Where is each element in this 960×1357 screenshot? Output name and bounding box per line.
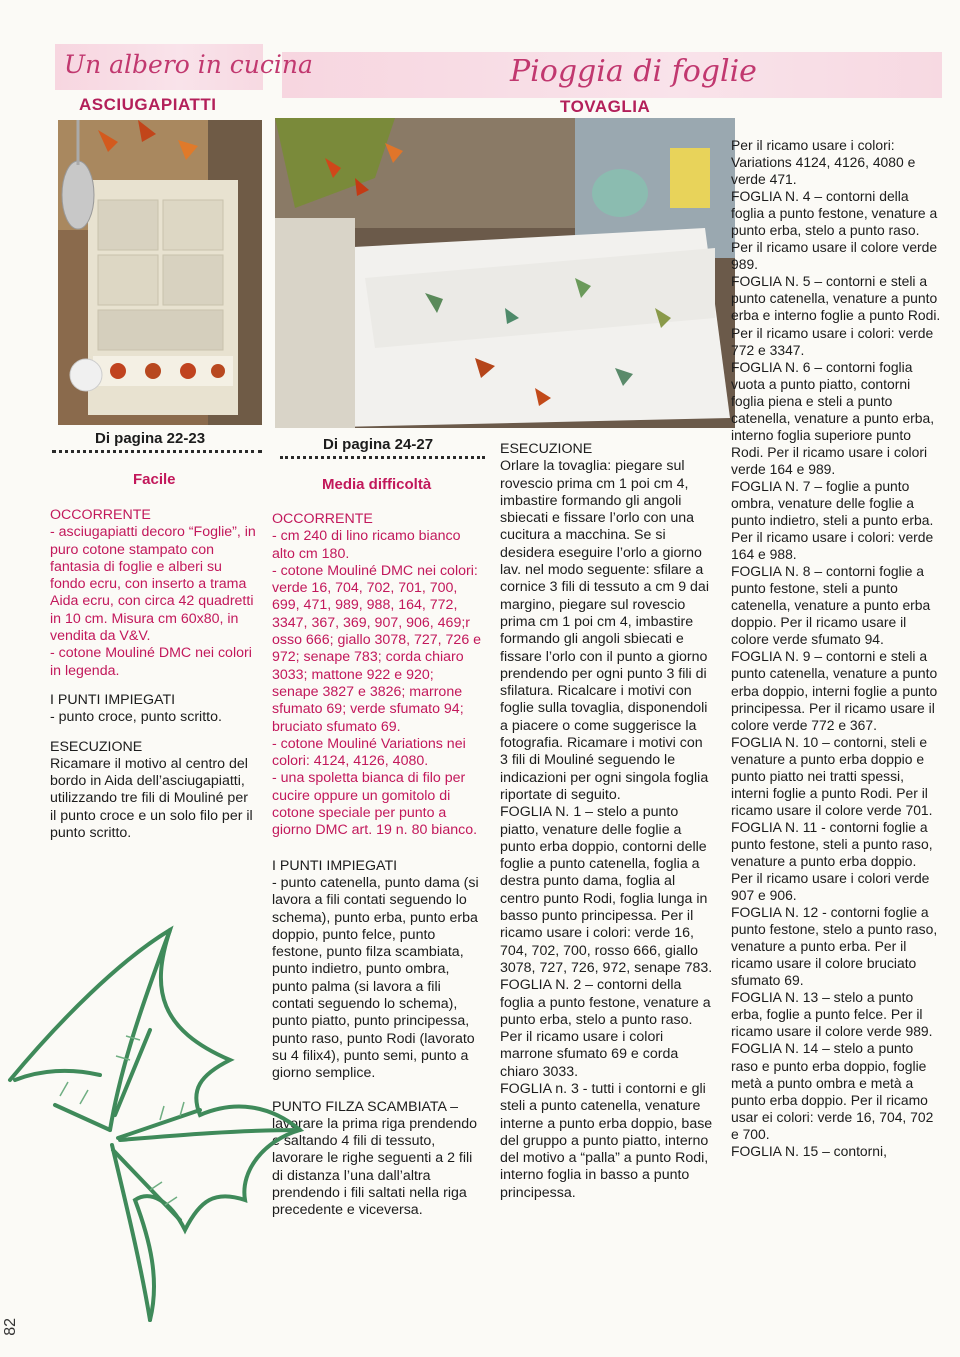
punti-text: - punto croce, punto scritto. bbox=[50, 709, 222, 726]
page-number: 82 bbox=[2, 1318, 19, 1336]
foglia-12: FOGLIA N. 12 - contorni foglie a punto festone, stelo a punto raso, venature a punto erba. Per il ricamo usare il colore bruciato sfumato 69. bbox=[731, 904, 938, 989]
foglia-15: FOGLIA N. 15 – contorni, bbox=[731, 1142, 887, 1159]
occorrente-item: - cotone Mouliné DMC nei colori in legenda. bbox=[50, 645, 252, 679]
left-dotted-rule bbox=[52, 450, 262, 453]
filza-text: lavorare la prima riga prendendo e saltando 4 fili di tessuto, lavorare le righe seguenti a 2 fili di distanza l’una dall’altra prendendo i fili saltati nella riga precedente e viceversa. bbox=[272, 1115, 478, 1219]
column-4 bbox=[731, 137, 941, 1160]
occorrente-item: - cotone Mouliné Variations nei colori: 4124, 4126, 4080. bbox=[272, 735, 466, 770]
foglia-10: FOGLIA N. 10 – contorni, steli e venature a punto erba doppio e punto piatto nei tratti spessi, interni foglie a punto Rodi. Per il ricamo usare il colore verde 701. bbox=[731, 733, 933, 818]
foglia-6: FOGLIA N. 6 – contorni foglia vuota a punto piatto, contorni foglia piena e steli a punto catenella, venature a punto erba, interno foglia superiore punto Rodi. Per il ricamo usare i colori verde 164 e 989. bbox=[731, 358, 935, 477]
foglia-2: FOGLIA N. 2 – contorni della foglia a punto festone, venature a punto erba, stelo a punto raso. Per il ricamo usare i colori marrone sfumato 69 e corda chiaro 3033. bbox=[500, 977, 711, 1080]
foglia-14: FOGLIA N. 14 – stelo a punto raso e punto erba doppio, foglie metà a punto ombra e metà a punto erba doppio. Per il ricamo usar ei colori: verde 16, 704, 702 e 700. bbox=[731, 1040, 934, 1142]
right-page-ref: Di pagina 24-27 bbox=[323, 436, 434, 453]
foglia-7: FOGLIA N. 7 – foglie a punto ombra, venature delle foglie a punto indietro, steli a punto erba. Per il ricamo usare i colori: verde 164 e 988. bbox=[731, 477, 934, 563]
filza-heading: PUNTO FILZA SCAMBIATA – bbox=[272, 1098, 459, 1115]
photo-tablecloth bbox=[275, 118, 735, 428]
embroidered-leaf-illustration bbox=[0, 900, 310, 1340]
esecuzione-heading: ESECUZIONE bbox=[50, 738, 143, 755]
column-3 bbox=[500, 441, 714, 1202]
foglia-9: FOGLIA N. 9 – contorni e steli a punto catenella, venature a punto erba doppio, interni foglie a punto principessa. Per il ricamo usare il colore verde 772 e 367. bbox=[731, 648, 938, 733]
right-title: Pioggia di foglie bbox=[510, 54, 757, 89]
foglia-8: FOGLIA N. 8 – contorni foglie a punto festone, steli a punto catenella, venature a punto erba doppio. Per il ricamo usare il colore verde sfumato 94. bbox=[731, 563, 931, 648]
foglia-5: FOGLIA N. 5 – contorni e steli a punto catenella, venature a punto erba e interno foglie a punto Rodi. Per il ricamo usare i colori: verde 772 e 3347. bbox=[731, 273, 941, 358]
left-title: Un albero in cucina bbox=[64, 50, 313, 79]
column-1 bbox=[50, 507, 256, 842]
occorrente-item: - cm 240 di lino ricamo bianco alto cm 180. bbox=[272, 528, 461, 562]
occorrente-heading: OCCORRENTE bbox=[272, 511, 373, 527]
occorrente-item: - una spoletta bianca di filo per cucire oppure un gomitolo di cotone speciale per punto a giorno DMC art. 19 n. 80 bianco. bbox=[272, 770, 478, 839]
photo-tea-towel bbox=[58, 120, 262, 425]
esecuzione-text: Ricamare il motivo al centro del bordo in Aida dell’asciugapiatti, utilizzando tre fili di Mouliné per il punto croce e un solo filo per il punto scritto. bbox=[50, 755, 253, 842]
left-page-ref: Di pagina 22-23 bbox=[95, 430, 206, 447]
occorrente-item: - asciugapiatti decoro “Foglie”, in puro cotone stampato con fantasia di foglie e alberi su fondo ecru, con inserto a trama Aida ecru, con circa 42 quadretti in 10 cm. Misura cm 60x80, in vendita da V&V. bbox=[50, 524, 256, 645]
occorrente-item: - cotone Mouliné DMC nei colori: verde 16, 704, 702, 701, 700, 699, 471, 989, 988, 164, 772, 3347, 367, 369, 907, 906, 469;r osso 666; giallo 3078, 727, 726 e 972; senape 783; corda chiaro 3033; mattone 922 e 920; senape 3827 e 3826; marrone sfumato 69; verde sfumato 94; bruciato sfumato 69. bbox=[272, 562, 482, 735]
right-difficulty: Media difficoltà bbox=[322, 476, 432, 493]
column-4-intro: Per il ricamo usare i colori: Variations 4124, 4126, 4080 e verde 471. bbox=[731, 137, 916, 188]
foglia-1: FOGLIA N. 1 – stelo a punto piatto, venature delle foglie a punto erba doppio, contorni delle foglie a punto catenella, foglia a destra punto dama, foglia al centro punto Rodi, foglia lunga in basso punto principessa. Per il ricamo usare i colori: verde 16, 704, 702, 700, rosso 666, giallo 3078, 727, 726, 972, senape 783. bbox=[500, 804, 713, 976]
foglia-13: FOGLIA N. 13 – stelo a punto erba, foglie a punto felce. Per il ricamo usare il colore verde 989. bbox=[731, 989, 933, 1040]
right-dotted-rule bbox=[280, 456, 485, 459]
punti-heading: I PUNTI IMPIEGATI bbox=[272, 857, 398, 874]
left-difficulty: Facile bbox=[133, 471, 176, 488]
esecuzione-text: Orlare la tovaglia: piegare sul rovescio prima cm 1 poi cm 4, imbastire formando gli angoli sbiecati e fissare l’orlo con una cucitura a macchina. Se si desidera eseguire l’orlo a giorno lav. nel modo seguente: sfilare a cornice 3 fili di tessuto a cm 9 dai margino, piegare sul rovescio prima cm 1 poi cm 4, imbastire formando gli angoli sbiecati e fissare l’orlo con il punto a giorno prendendo per ogni punto 3 fili di sfilatura. Ricalcare i motivi con foglie sulla tovaglia, disponendoli a piacere o come suggerisce la fotografia. Ricamare i motivi con 3 fili di Mouliné seguendo le indicazioni per ogni singola foglia riportate di seguito. bbox=[500, 458, 709, 803]
left-subtitle: ASCIUGAPIATTI bbox=[79, 95, 217, 114]
foglia-3: FOGLIA n. 3 - tutti i contorni e gli steli a punto catenella, venature interne a punto erba doppio, base del gruppo a punto piatto, interno del motivo a “palla” a punto Rodi, interno foglia in basso a punto principessa. bbox=[500, 1080, 713, 1201]
punti-heading: I PUNTI IMPIEGATI bbox=[50, 691, 176, 708]
esecuzione-heading: ESECUZIONE bbox=[500, 441, 593, 457]
occorrente-heading: OCCORRENTE bbox=[50, 507, 151, 523]
foglia-4: FOGLIA N. 4 – contorni della foglia a punto festone, venature a punto erba, stelo a punto raso. Per il ricamo usare il colore verde 989. bbox=[731, 188, 938, 273]
punti-text: - punto catenella, punto dama (si lavora a fili contati seguendo lo schema), punto erba, punto erba doppio, punto felce, punto festone, punto filza scambiata, punto indietro, punto ombra, punto palma (si lavora a fili contati seguendo lo schema), punto piatto, punto principessa, punto raso, punto Rodi (lavorato su 4 filix4), punto semi, punto a giorno semplice. bbox=[272, 874, 479, 1082]
right-subtitle: TOVAGLIA bbox=[560, 97, 651, 116]
foglia-11: FOGLIA N. 11 - contorni foglie a punto festone, steli a punto raso, venature a punto erba doppio. Per il ricamo usare i colori verde 907 e 906. bbox=[731, 818, 933, 904]
